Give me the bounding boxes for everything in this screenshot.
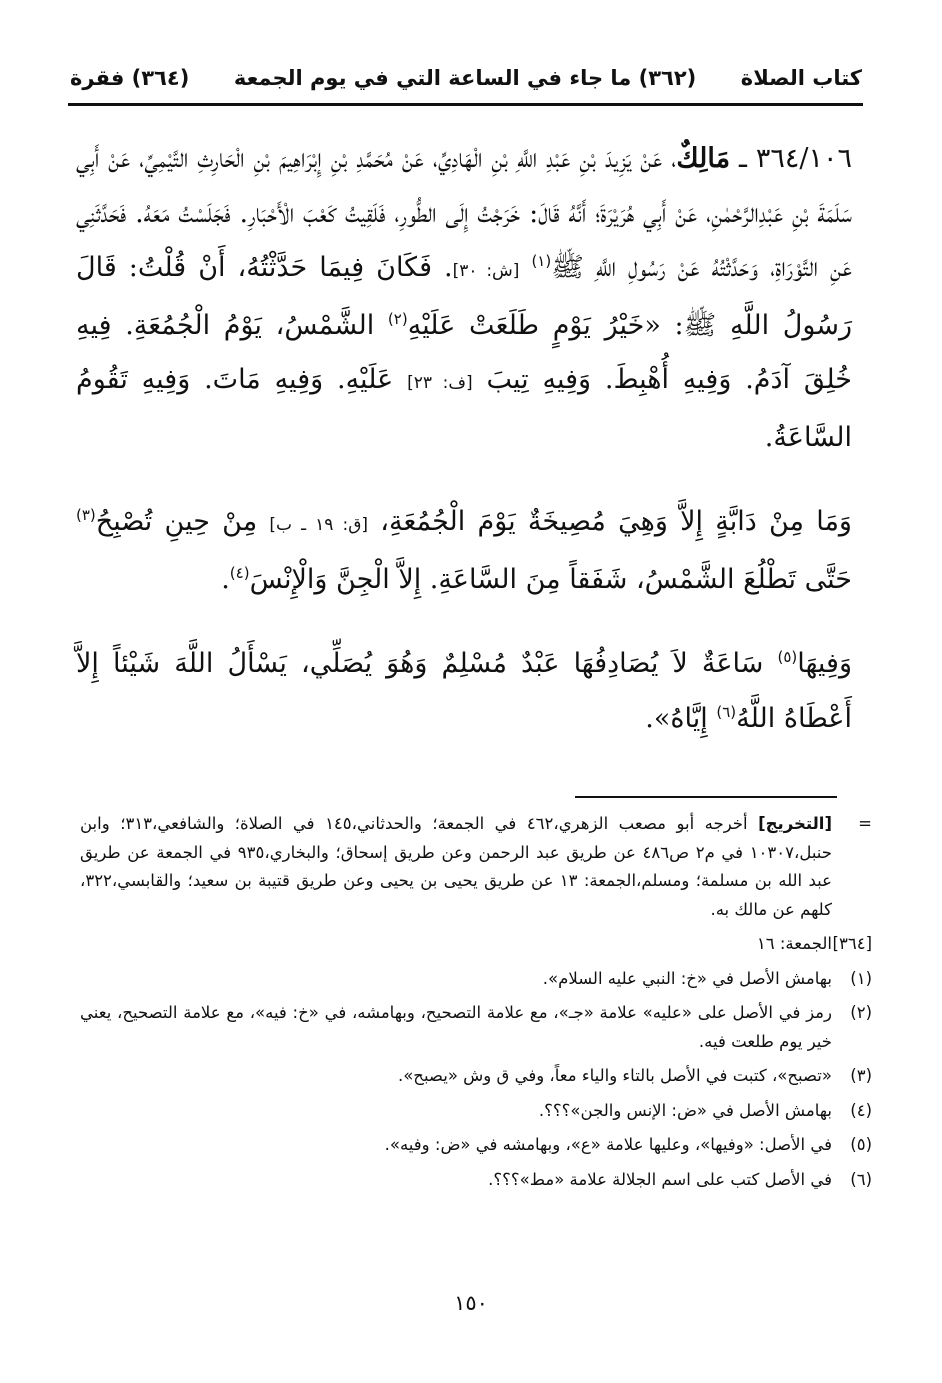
chapter-title: (٣٦٢) ما جاء في الساعة التي في يوم الجمعة [233, 66, 697, 90]
footnote-marker: (٣) [850, 1066, 872, 1085]
running-header [70, 58, 862, 98]
footnote-item [80, 1131, 872, 1160]
text-span: وَفِيهَا [797, 648, 852, 679]
takhrij-body [80, 810, 832, 924]
text-span: ، عَنْ يَزِيدَ بْنِ عَبْدِ اللَّهِ بْنِ الْهَادِيِّ، عَنْ مُحَمَّدِ بْنِ إِبْرَاهِيمَ بْنِ الْحَارِثِ التَّيْمِيِّ، عَنْ أَبِي سَلَمَةَ بْنِ عَبْدِالرَّحْمٰنِ، عَنْ أَبِي هُرَيْرَةَ؛ أَنَّهُ قَالَ: خَرَجْتُ إِلَى الطُّورِ، فَلَقِيتُ كَعْبَ الْأَحْبَارِ. فَجَلَسْتُ مَعَهُ. فَحَدَّثَنِي عَنِ التَّوْرَاةِ، وَحَدَّثْتُهُ عَنْ رَسُولِ اللَّهِ ﷺ [76, 143, 852, 283]
footnote-ref-6: (٦) [716, 702, 737, 721]
footnote-ref-5: (٥) [777, 648, 798, 666]
page-number: ١٥٠ [454, 1291, 488, 1315]
text-span: الشَّمْسُ، يَوْمُ الْجُمُعَةِ. فِيهِ خُلِقَ آدَمُ. وَفِيهِ أُهْبِطَ. وَفِيهِ تِيبَ [76, 309, 852, 395]
footnote-text: بهامش الأصل في «ض: الإنس والجن»؟؟؟. [538, 1100, 832, 1120]
hadith-number: ٣٦٤/١٠٦ ـ [739, 143, 852, 174]
takhrij-note [80, 810, 872, 924]
text-span: سَاعَةٌ لاَ يُصَادِفُهَا عَبْدٌ مُسْلِمٌ وَهُوَ يُصَلِّي، يَسْأَلُ اللَّهَ شَيْئاً إِلاَّ أَعْطَاهُ اللَّهُ [76, 648, 852, 734]
page-ref-f: [ف: ٢٣] [407, 373, 473, 393]
footnote-ref-2: (٢) [387, 309, 408, 328]
page-ref-q: [ق: ١٩ ـ ب] [269, 515, 369, 535]
paragraph-1 [76, 132, 852, 465]
footnote-ref-4: (٤) [229, 563, 250, 582]
text-span: . [221, 563, 230, 595]
footnote-marker: (٦) [850, 1169, 872, 1189]
footnote-item [80, 965, 872, 994]
text-span: . فَكَانَ فِيمَا حَدَّثْتُهُ، أَنْ قُلْتُ: قَالَ رَسُولُ اللَّهِ ﷺ: «خَيْرُ يَوْمٍ طَلَعَتْ عَلَيْهِ [76, 252, 853, 341]
footnote-item [80, 1097, 872, 1126]
footnote-text: في الأصل: «وفيها»، وعليها علامة «ع»، وبهامشه في «ض: وفيه». [384, 1135, 832, 1154]
page-ref-sh: [ش: ٣٠] [452, 261, 520, 281]
narrator-name: مَالِكٌ [676, 143, 731, 174]
footnote-text: «تصبح»، كتبت في الأصل بالتاء والياء معاً، وفي ق وش «يصبح». [397, 1066, 832, 1085]
source-ref-marker: [٣٦٤] [832, 934, 872, 953]
footnotes [80, 810, 872, 1194]
footnote-item [80, 1166, 872, 1195]
takhrij-marker: = [858, 814, 872, 833]
text-span: عَلَيْهِ. وَفِيهِ مَاتَ. وَفِيهِ تَقُومُ السَّاعَةُ. [76, 364, 852, 453]
footnote-ref-3: (٣) [76, 506, 96, 524]
book-title: كتاب الصلاة [740, 66, 862, 90]
footnote-ref-1: (١) [531, 252, 552, 270]
footnote-item [80, 1062, 872, 1091]
text-span: مِنْ حِينِ تُصْبِحُ [95, 506, 270, 537]
source-ref-note [80, 930, 872, 959]
source-ref-text: الجمعة: ١٦ [756, 934, 832, 953]
text-span: إِيَّاهُ». [645, 702, 717, 734]
footnote-text: رمز في الأصل على «عليه» علامة «جـ»، مع علامة التصحيح، وبهامشه، في «خ: فيه»، مع علامة التصحيح، يعني خير يوم طلعت فيه. [80, 1003, 832, 1051]
paragraph-2 [76, 495, 852, 607]
footnote-marker: (١) [850, 968, 872, 988]
header-divider [68, 103, 863, 106]
footnote-marker: (٥) [850, 1135, 872, 1154]
footnote-text: بهامش الأصل في «خ: النبي عليه السلام». [542, 968, 832, 988]
takhrij-label: [التخريج] [758, 814, 832, 833]
footnote-divider [575, 796, 837, 798]
text-span: وَمَا مِنْ دَابَّةٍ إِلاَّ وَهِيَ مُصِيخَةٌ يَوْمَ الْجُمُعَةِ، [380, 506, 852, 537]
footnote-text: في الأصل كتب على اسم الجلالة علامة «مط»؟؟؟. [488, 1169, 832, 1189]
hadith-text [76, 132, 852, 746]
takhrij-text: أخرجه أبو مصعب الزهري،٤٦٢ في الجمعة؛ والحدثاني،١٤٥ في الصلاة؛ والشافعي،٣١٣؛ وابن حنبل،١٠٣٠٧ في م٢ ص٤٨٦ عن طريق عبد الرحمن وعن طريق إسحاق؛ والبخاري،٩٣٥ في الجمعة عن طريق عبد الله بن مسلمة؛ ومسلم،الجمعة: ١٣ عن طريق يحيى بن يحيى وعن طريق قتيبة بن سعيد؛ والقابسي،٣٢٢، كلهم عن مالك به. [80, 814, 832, 919]
paragraph-ref: (٣٦٤) فقرة [70, 66, 190, 90]
paragraph-3 [76, 637, 852, 746]
footnote-marker: (٢) [850, 1003, 872, 1022]
text-span: حَتَّى تَطْلُعَ الشَّمْسُ، شَفَقاً مِنَ السَّاعَةِ. إِلاَّ الْجِنَّ وَالْإِنْسَ [249, 563, 852, 595]
footnote-marker: (٤) [850, 1100, 872, 1120]
footnote-item [80, 999, 872, 1056]
